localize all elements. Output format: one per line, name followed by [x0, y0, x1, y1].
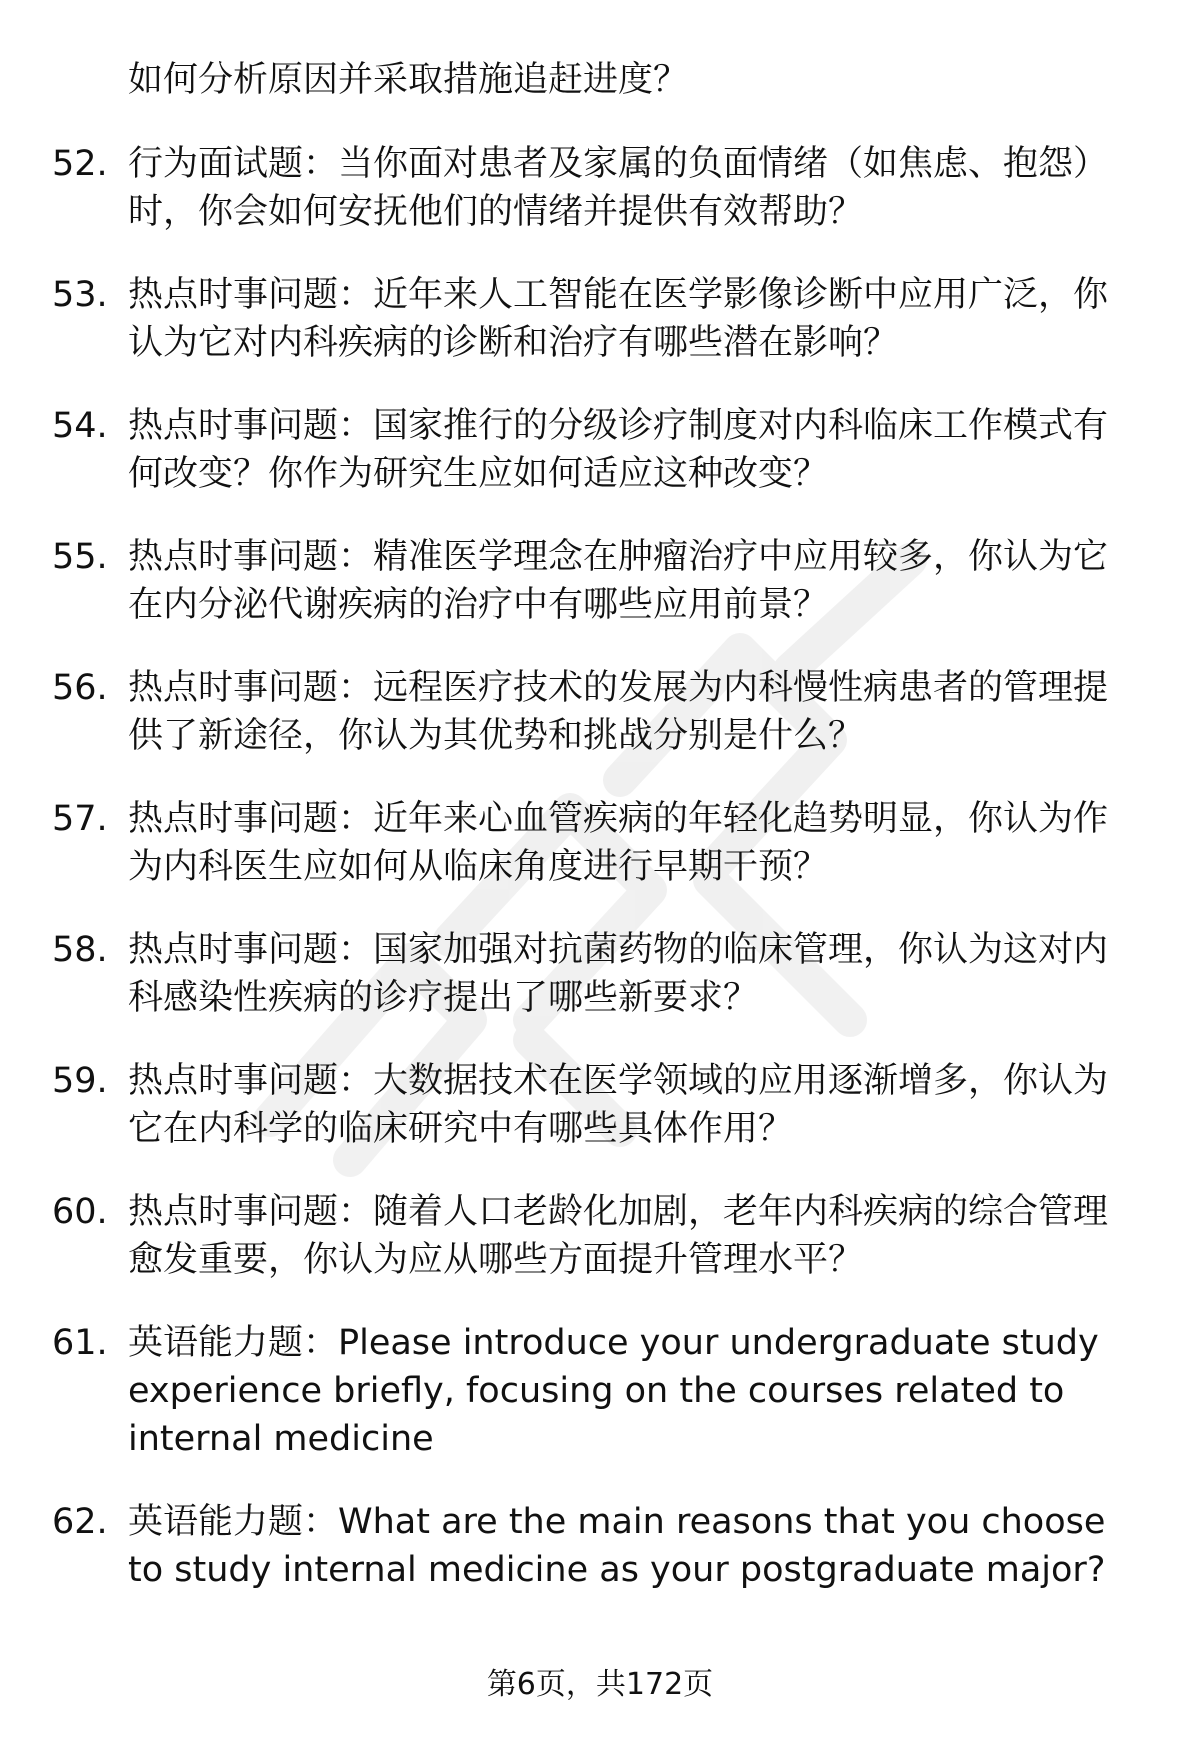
question-number: 58.	[52, 930, 108, 970]
question-number: 52.	[52, 144, 108, 184]
question-number: 59.	[52, 1061, 108, 1101]
question-number: 53.	[52, 275, 108, 315]
question-text: 热点时事问题：大数据技术在医学领域的应用逐渐增多，你认为它在内科学的临床研究中有哪些具体作用？	[128, 1061, 1109, 1149]
question-text: 热点时事问题：近年来心血管疾病的年轻化趋势明显，你认为作为内科医生应如何从临床角度进行早期干预？	[128, 799, 1109, 887]
list-item	[52, 1319, 1152, 1463]
list-item	[52, 1057, 1152, 1153]
list-item	[52, 1498, 1152, 1594]
question-text: 热点时事问题：远程医疗技术的发展为内科慢性病患者的管理提供了新途径，你认为其优势和挑战分别是什么？	[128, 668, 1109, 756]
list-item	[52, 1188, 1152, 1284]
question-text: 热点时事问题：精准医学理念在肿瘤治疗中应用较多，你认为它在内分泌代谢疾病的治疗中有哪些应用前景？	[128, 537, 1109, 625]
question-text: 热点时事问题：国家推行的分级诊疗制度对内科临床工作模式有何改变？你作为研究生应如何适应这种改变？	[128, 406, 1109, 494]
list-item	[52, 271, 1152, 367]
question-number: 54.	[52, 406, 108, 446]
question-text: 热点时事问题：近年来人工智能在医学影像诊断中应用广泛，你认为它对内科疾病的诊断和治疗有哪些潜在影响？	[128, 275, 1109, 363]
list-item	[52, 795, 1152, 891]
page-footer: 第6页，共172页	[486, 1667, 714, 1702]
question-text: 英语能力题：Please introduce your undergraduate study experience briefly, focusing on the courses related to internal medicine	[128, 1323, 1099, 1459]
list-item	[52, 664, 1152, 760]
question-text: 热点时事问题：随着人口老龄化加剧，老年内科疾病的综合管理愈发重要，你认为应从哪些方面提升管理水平？	[128, 1192, 1109, 1280]
question-number: 62.	[52, 1502, 108, 1542]
question-number: 61.	[52, 1323, 108, 1363]
question-text: 行为面试题：当你面对患者及家属的负面情绪（如焦虑、抱怨）时，你会如何安抚他们的情绪并提供有效帮助？	[128, 144, 1109, 232]
question-text: 英语能力题：What are the main reasons that you choose to study internal medicine as your postgraduate major?	[128, 1502, 1106, 1590]
question-number: 57.	[52, 799, 108, 839]
question-list	[52, 140, 1152, 1629]
question-number: 60.	[52, 1192, 108, 1232]
question-number: 56.	[52, 668, 108, 708]
list-item	[52, 926, 1152, 1022]
question-text: 热点时事问题：国家加强对抗菌药物的临床管理，你认为这对内科感染性疾病的诊疗提出了哪些新要求？	[128, 930, 1109, 1018]
continuation-text: 如何分析原因并采取措施追赶进度？	[128, 60, 689, 100]
list-item	[52, 402, 1152, 498]
list-item	[52, 140, 1152, 236]
question-number: 55.	[52, 537, 108, 577]
list-item	[52, 533, 1152, 629]
